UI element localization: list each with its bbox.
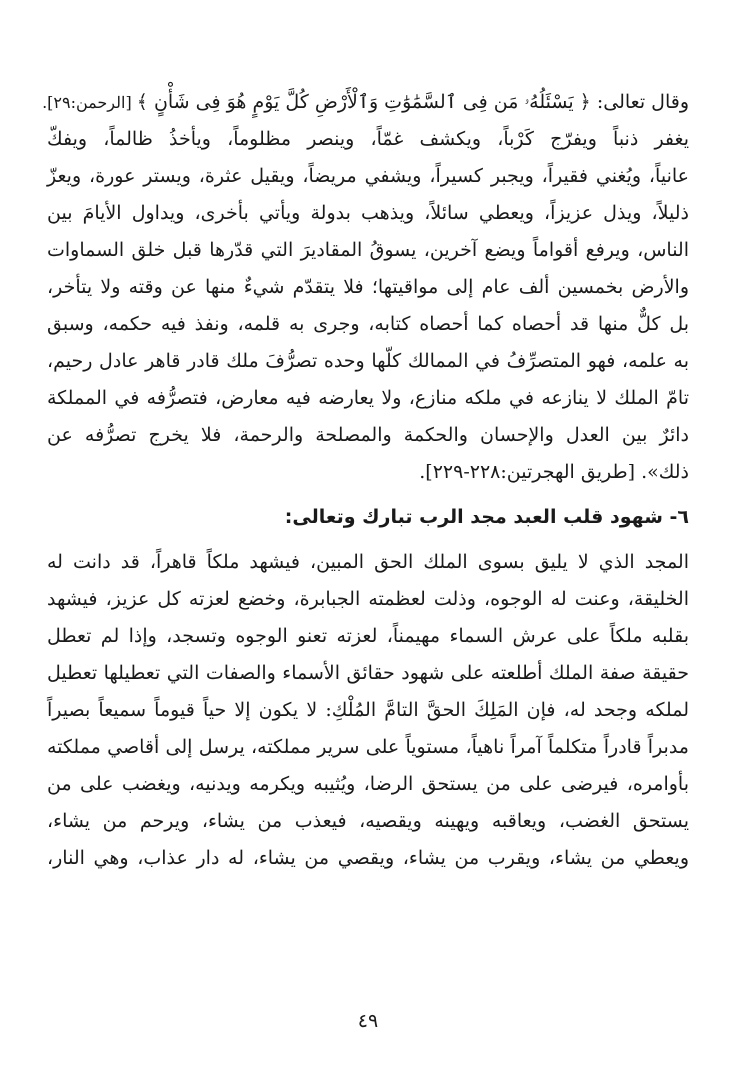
paragraph-line: عانياً، ويُغني فقيراً، ويجبر كسيراً، ويشفي مريضاً، ويقيل عثرة، ويستر عورة، ويعزّ — [47, 165, 689, 187]
paragraph-line: دائرٌ بين العدل والإحسان والحكمة والمصلحة والرحمة، فلا يخرج تصرُّفه عن — [47, 424, 689, 446]
paragraph-line-citation: ذلك». [طريق الهجرتين:٢٢٨-٢٢٩]. — [419, 461, 689, 483]
paragraph-line: الخليقة، وعنت له الوجوه، وذلت لعظمته الجبابرة، وخضع لعزته كل عزيز، فيشهد — [47, 588, 689, 610]
quran-verse: ﴿ يَسْئَلُهُۥ مَن فِى ٱلسَّمَٰوَٰتِ وَٱلْأَرْضِ كُلَّ يَوْمٍ هُوَ فِى شَأْنٍ ﴾ — [136, 91, 591, 113]
paragraph-1 — [47, 121, 689, 491]
paragraph-line: بل كلٌّ منها قد أحصاه كما أحصاه كتابه، وجرى به قلمه، ونفذ فيه حكمه، وسبق — [47, 313, 689, 335]
verse-citation: [الرحمن:٢٩]. — [42, 93, 137, 112]
paragraph-line: يغفر ذنباً ويفرّج كَرْباً، ويكشف غمّاً، وينصر مظلوماً، ويأخذُ ظالماً، ويفكّ — [47, 128, 689, 150]
paragraph-line: تامّ الملك لا ينازعه في ملكه منازع، ولا يعارضه فيه معارض، فتصرُّفه في المملكة — [47, 387, 689, 409]
paragraph-line: المجد الذي لا يليق بسوى الملك الحق المبين، فيشهد ملكاً قاهراً، قد دانت له — [47, 551, 689, 573]
verse-line-row — [42, 84, 689, 121]
paragraph-line: الناس، ويرفع أقواماً ويضع آخرين، يسوقُ المقاديرَ التي قدّرها قبل خلق السماوات — [47, 239, 689, 261]
paragraph-line: ويعطي من يشاء، ويقرب من يشاء، ويقصي من يشاء، له دار عذاب، وهي النار، — [47, 847, 689, 869]
paragraph-line: بقلبه ملكاً على عرش السماء مهيمناً، لعزته تعنو الوجوه وتسجد، وإذا لم تعطل — [47, 625, 689, 647]
paragraph-line: يستحق الغضب، ويعاقبه ويهينه ويقصيه، فيعذب من يشاء، ويرحم من يشاء، — [47, 810, 689, 832]
section-heading: ٦- شهود قلب العبد مجد الرب تبارك وتعالى: — [284, 506, 689, 528]
paragraph-line: حقيقة صفة الملك أطلعته على شهود حقائق الأسماء والصفات التي تعطيلها تعطيل — [47, 662, 689, 684]
page-number: ٤٩ — [357, 1010, 379, 1032]
paragraph-line: بأوامره، فيرضى على من يستحق الرضا، ويُثيبه ويكرمه ويدنيه، ويغضب على من — [47, 773, 689, 795]
verse-line — [42, 84, 689, 121]
paragraph-line: به علمه، فهو المتصرِّفُ في الممالك كلّها وحده تصرُّفَ ملك قادر قاهر عادل رحيم، — [47, 350, 690, 372]
paragraph-line: مدبراً قادراً متكلماً آمراً ناهياً، مستوياً على سرير مملكته، يرسل إلى أقاصي مملكته — [47, 736, 689, 758]
paragraph-line: ذليلاً، ويذل عزيزاً، ويعطي سائلاً، ويذهب بدولة ويأتي بأخرى، ويداول الأيامَ بين — [47, 202, 689, 224]
verse-intro: وقال تعالى: — [590, 91, 689, 113]
paragraph-line: والأرض بخمسين ألف عام إلى مواقيتها؛ فلا يتقدّم شيءٌ منها عن وقته ولا يتأخر، — [47, 276, 689, 298]
paragraph-line: لملكه وجحد له، فإن المَلِكَ الحقَّ التامَّ المُلْكِ: لا يكون إلا حياً قيوماً سميعاً بصيراً — [47, 699, 689, 721]
paragraph-2 — [47, 544, 689, 877]
